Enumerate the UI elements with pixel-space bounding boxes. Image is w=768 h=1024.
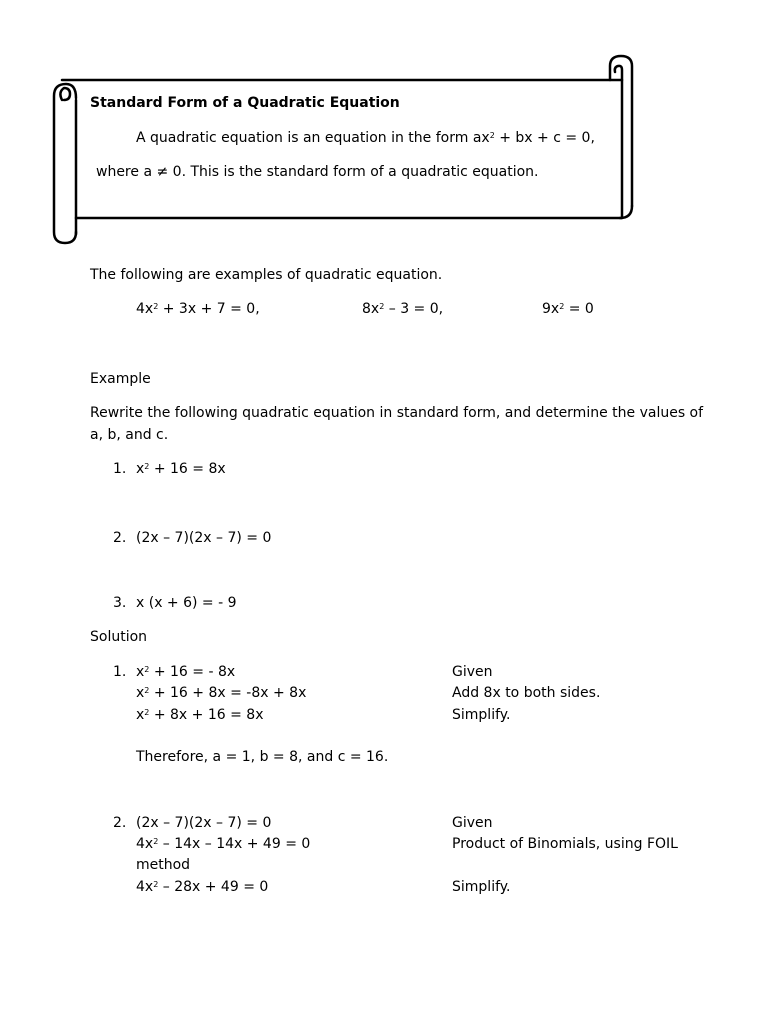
definition-line-1: A quadratic equation is an equation in the form $ax^2$ + bx + c = 0, [136,130,595,146]
example-equation-1: $4x^2 + 3x + 7 = 0$, [136,301,260,317]
solution-2-step-1: (2x – 7)(2x – 7) = 0 [136,815,272,831]
solution-1-step-2: $x^2 + 16 + 8x = -8x + 8x$ [136,685,307,701]
instruction-line-2: a, b, and c. [90,427,169,443]
problem-1-number: 1. [113,461,127,477]
solution-2-number: 2. [113,815,127,831]
solution-1-reason-2: Add 8x to both sides. [452,685,601,701]
solution-2-reason-2: Product of Binomials, using FOIL [452,836,678,852]
solution-heading: Solution [90,629,148,645]
instruction-line-1: Rewrite the following quadratic equation in standard form, and determine the values of [90,405,704,421]
solution-1-step-1: $x^2 + 16$ = - 8x [136,664,236,680]
problem-1: $x^2 + 16 = 8x$ [136,461,226,477]
problem-2: (2x – 7)(2x – 7) = 0 [136,530,272,546]
solution-2-step-2-cont: method [136,857,191,873]
solution-2-step-3: $4x^2 - 28x + 49 = 0$ [136,879,269,895]
solution-2-step-2: $4x^2 - 14x - 14x + 49 = 0$ [136,836,311,852]
solution-2-reason-1: Given [452,815,493,831]
example-equation-3: $9x^2 = 0$ [542,301,594,317]
examples-intro: The following are examples of quadratic equation. [90,267,443,283]
example-equation-2: $8x^2 - 3 = 0$, [362,301,444,317]
solution-1-step-3: $x^2 + 8x + 16 = 8x$ [136,707,264,723]
problem-3-number: 3. [113,595,127,611]
solution-1-number: 1. [113,664,127,680]
solution-1-reason-3: Simplify. [452,707,511,723]
definition-line-2: where a ≠ 0. This is the standard form of a quadratic equation. [96,164,539,180]
problem-3: x (x + 6) = - 9 [136,595,237,611]
definition-title: Standard Form of a Quadratic Equation [90,95,400,111]
solution-1-reason-1: Given [452,664,493,680]
example-heading: Example [90,371,151,387]
solution-2-reason-3: Simplify. [452,879,511,895]
solution-1-conclusion: Therefore, a = 1, b = 8, and c = 16. [136,749,389,765]
problem-2-number: 2. [113,530,127,546]
